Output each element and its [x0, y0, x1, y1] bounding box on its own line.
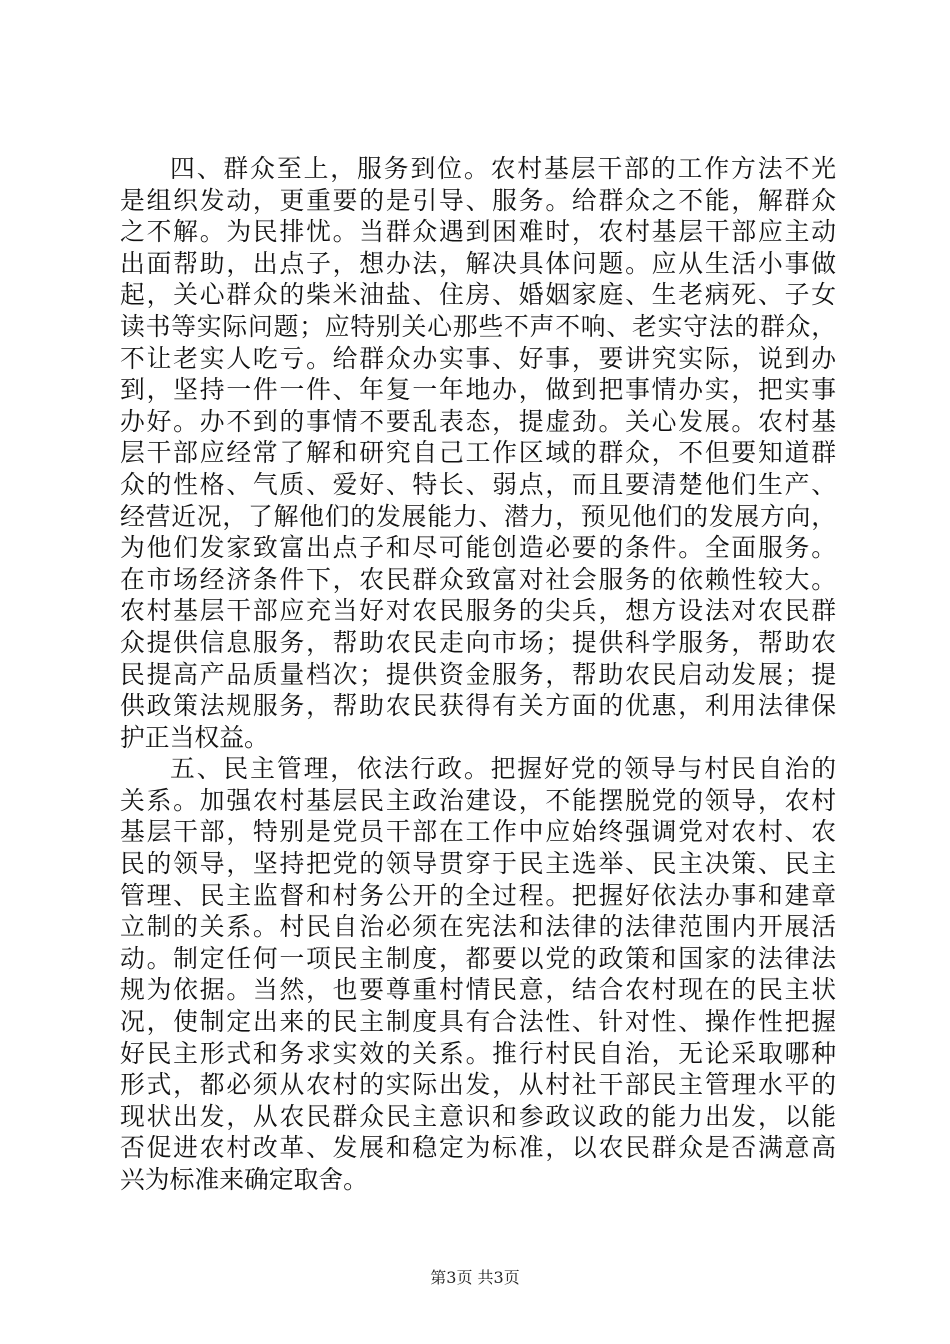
text-line: 民提高产品质量档次；提供资金服务，帮助农民启动发展；提 [120, 659, 836, 689]
text-line: 不让老实人吃亏。给群众办实事、好事，要讲究实际，说到办 [120, 343, 836, 373]
text-line: 五、民主管理，依法行政。把握好党的领导与村民自治的 [170, 754, 836, 784]
text-line: 在市场经济条件下，农民群众致富对社会服务的依赖性较大。 [120, 564, 836, 594]
text-line: 好民主形式和务求实效的关系。推行村民自治，无论采取哪种 [120, 1038, 836, 1068]
text-line: 否促进农村改革、发展和稳定为标准，以农民群众是否满意高 [120, 1133, 836, 1163]
text-line: 办好。办不到的事情不要乱表态，提虚劲。关心发展。农村基 [120, 406, 836, 436]
text-line: 到，坚持一件一件、年复一年地办，做到把事情办实，把实事 [120, 375, 836, 405]
text-line: 四、群众至上，服务到位。农村基层干部的工作方法不光 [170, 154, 836, 183]
text-line: 立制的关系。村民自治必须在宪法和法律的法律范围内开展活 [120, 912, 836, 942]
text-line: 读书等实际问题；应特别关心那些不声不响、老实守法的群众， [120, 311, 836, 341]
text-line: 关系。加强农村基层民主政治建设，不能摆脱党的领导，农村 [120, 785, 836, 815]
page-footer: 第3页 共3页 [430, 1268, 520, 1287]
text-line: 供政策法规服务，帮助农民获得有关方面的优惠，利用法律保 [120, 691, 836, 721]
paragraph-section-four [120, 153, 836, 753]
text-line: 兴为标准来确定取舍。 [120, 1165, 368, 1194]
text-line: 形式，都必须从农村的实际出发，从村社干部民主管理水平的 [120, 1070, 836, 1100]
text-line: 管理、民主监督和村务公开的全过程。把握好依法办事和建章 [120, 880, 836, 910]
text-line: 护正当权益。 [120, 722, 269, 752]
text-line: 基层干部，特别是党员干部在工作中应始终强调党对农村、农 [120, 817, 836, 847]
text-line: 众的性格、气质、爱好、特长、弱点，而且要清楚他们生产、 [120, 469, 836, 499]
text-line: 农村基层干部应充当好对农民服务的尖兵，想方设法对农民群 [120, 596, 836, 626]
paragraph-section-five [120, 753, 836, 1195]
text-line: 动。制定任何一项民主制度，都要以党的政策和国家的法律法 [120, 943, 836, 973]
document-body [120, 153, 836, 1196]
text-line: 众提供信息服务，帮助农民走向市场；提供科学服务，帮助农 [120, 627, 836, 657]
text-line: 现状出发，从农民群众民主意识和参政议政的能力出发，以能 [120, 1101, 836, 1131]
text-line: 况，使制定出来的民主制度具有合法性、针对性、操作性把握 [120, 1007, 836, 1037]
text-line: 之不解。为民排忧。当群众遇到困难时，农村基层干部应主动 [120, 217, 836, 247]
text-line: 经营近况，了解他们的发展能力、潜力，预见他们的发展方向， [120, 501, 836, 531]
text-line: 规为依据。当然，也要尊重村情民意，结合农村现在的民主状 [120, 975, 836, 1005]
text-line: 出面帮助，出点子，想办法，解决具体问题。应从生活小事做 [120, 248, 836, 278]
text-line: 起，关心群众的柴米油盐、住房、婚姻家庭、生老病死、子女 [120, 280, 836, 310]
text-line: 民的领导，坚持把党的领导贯穿于民主选举、民主决策、民主 [120, 849, 836, 879]
text-line: 层干部应经常了解和研究自己工作区域的群众，不但要知道群 [120, 438, 836, 468]
text-line: 是组织发动，更重要的是引导、服务。给群众之不能，解群众 [120, 185, 836, 215]
text-line: 为他们发家致富出点子和尽可能创造必要的条件。全面服务。 [120, 533, 836, 563]
